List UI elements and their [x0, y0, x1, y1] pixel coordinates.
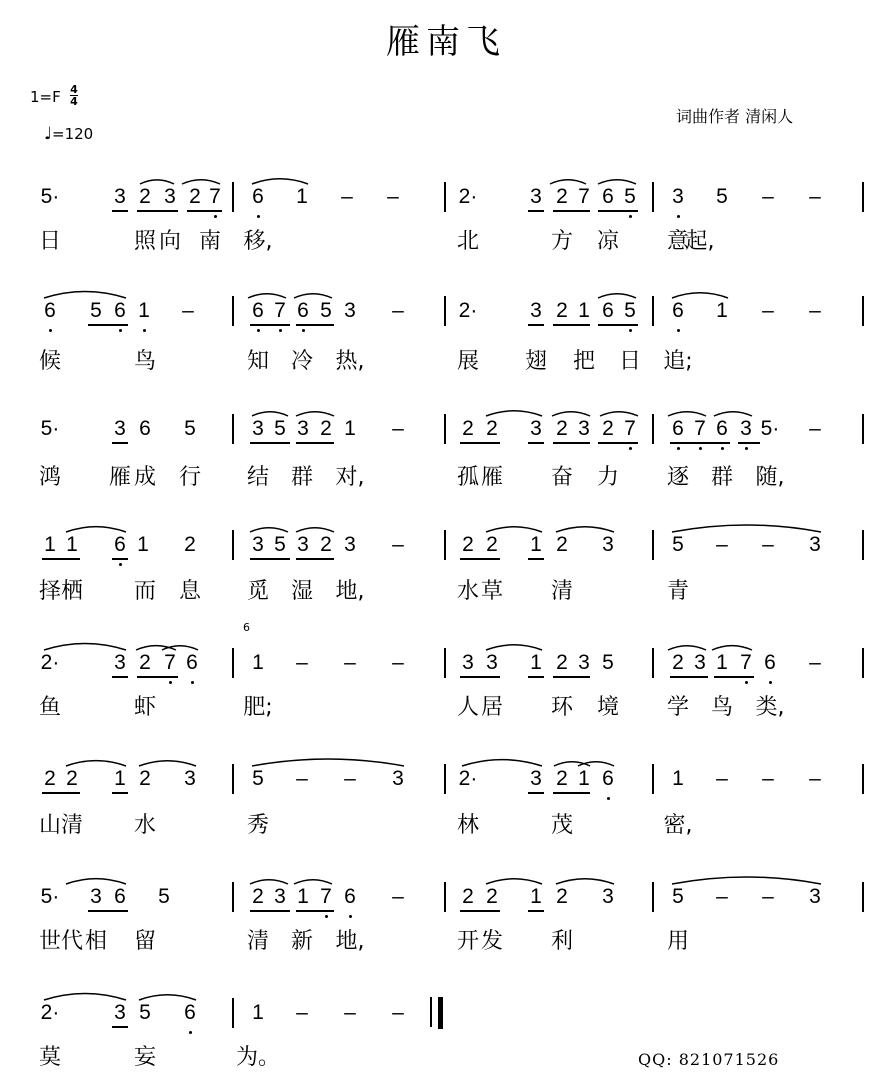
tie-arc: [486, 411, 542, 416]
lyric: 起,: [685, 229, 715, 254]
note: 1: [344, 417, 356, 440]
lyric: 莫: [38, 1045, 62, 1070]
note: 5: [624, 299, 636, 322]
note: 2: [139, 651, 151, 674]
note: 1: [672, 767, 684, 790]
tie-arc: [66, 527, 126, 532]
note: 1: [297, 885, 309, 908]
lyric: 虾: [133, 695, 157, 720]
tie-arc: [140, 180, 174, 184]
lyric: 翅: [524, 349, 548, 374]
note: 5·: [40, 885, 60, 908]
note: 3: [392, 767, 404, 790]
note: 1: [114, 767, 126, 790]
note: 1: [716, 299, 728, 322]
note: 5: [320, 299, 332, 322]
note: 6: [114, 533, 126, 556]
lyric: 地,: [335, 579, 365, 604]
lyric: 茂: [550, 813, 574, 838]
lyric: 山: [38, 813, 62, 838]
note: 2: [462, 417, 474, 440]
note: 1: [530, 885, 542, 908]
tie-arc: [668, 412, 706, 416]
note: 3: [114, 1001, 126, 1024]
tie-arc: [600, 412, 638, 416]
lyric: 栖: [60, 579, 84, 604]
note: 3: [114, 185, 126, 208]
note: 1: [296, 185, 308, 208]
note: 2: [486, 533, 498, 556]
note: 2: [486, 417, 498, 440]
note: 5: [274, 533, 286, 556]
note: 3: [578, 651, 590, 674]
note: 6: [764, 651, 776, 674]
tie-arc: [598, 294, 636, 298]
note: 5: [672, 533, 684, 556]
lyric: 而: [133, 579, 157, 604]
dash: –: [716, 533, 728, 556]
tie-arc: [296, 528, 334, 532]
tie-arc: [250, 528, 288, 532]
dash: –: [392, 299, 404, 322]
tie-arc: [712, 646, 752, 650]
lyric: 对,: [335, 465, 365, 490]
lyric: 南: [198, 229, 222, 254]
note: 5: [716, 185, 728, 208]
lyric: 相: [84, 929, 108, 954]
note: 6: [672, 417, 684, 440]
dash: –: [344, 651, 356, 674]
lyric: 雁: [480, 465, 504, 490]
note: 6: [184, 1001, 196, 1024]
lyric: 地,: [335, 929, 365, 954]
tie-arc: [252, 179, 308, 184]
note: 3: [252, 533, 264, 556]
note: 5: [602, 651, 614, 674]
dash: –: [762, 533, 774, 556]
dash: –: [392, 885, 404, 908]
note: 2: [252, 885, 264, 908]
note: 6: [186, 651, 198, 674]
lyric: 热,: [335, 349, 365, 374]
note: 1: [716, 651, 728, 674]
dash: –: [296, 1001, 308, 1024]
note: 5: [158, 885, 170, 908]
lyric: 追;: [663, 349, 693, 374]
note: 1: [44, 533, 56, 556]
tie-arc: [139, 761, 196, 766]
lyric: 水: [456, 579, 480, 604]
lyric: 雁: [108, 465, 132, 490]
note: 2·: [458, 767, 478, 790]
time-signature-bottom: 4: [70, 95, 78, 108]
tie-arc: [66, 879, 126, 884]
dash: –: [341, 185, 353, 208]
note: 2: [184, 533, 196, 556]
lyric: 世: [38, 929, 62, 954]
note: 2: [602, 417, 614, 440]
note: 3: [114, 417, 126, 440]
lyric: 妄: [133, 1045, 157, 1070]
note: 5: [184, 417, 196, 440]
note: 7: [274, 299, 286, 322]
note: 1: [578, 767, 590, 790]
tie-arc: [296, 412, 334, 416]
tie-arc: [248, 294, 286, 298]
note: 7: [578, 185, 590, 208]
lyric: 密,: [663, 813, 693, 838]
note: 6: [716, 417, 728, 440]
lyric: 冷: [290, 349, 314, 374]
dash: –: [716, 767, 728, 790]
note: 1: [252, 651, 264, 674]
dash: –: [809, 185, 821, 208]
dash: –: [392, 533, 404, 556]
note: 3: [530, 299, 542, 322]
note: 6: [114, 885, 126, 908]
lyric: 照: [133, 229, 157, 254]
lyric: 清: [246, 929, 270, 954]
note: 1: [530, 533, 542, 556]
lyric: 学: [666, 695, 690, 720]
note: 2: [556, 651, 568, 674]
lyric: 人: [456, 695, 480, 720]
note: 3: [274, 885, 286, 908]
note: 6: [602, 767, 614, 790]
dash: –: [344, 1001, 356, 1024]
note: 1: [252, 1001, 264, 1024]
dash: –: [296, 767, 308, 790]
note: 5: [90, 299, 102, 322]
time-signature-top: 4: [70, 83, 78, 96]
key-signature: 1=F: [30, 88, 61, 106]
tie-arc: [598, 180, 636, 184]
lyric: 移,: [243, 229, 273, 254]
note: 3: [530, 185, 542, 208]
note: 3: [578, 417, 590, 440]
note: 3: [90, 885, 102, 908]
lyric: 鱼: [38, 695, 62, 720]
note: 3: [252, 417, 264, 440]
lyric: 鸟: [133, 349, 157, 374]
note: 3: [297, 417, 309, 440]
tie-arc: [44, 292, 126, 299]
lyric: 代: [60, 929, 84, 954]
dash: –: [762, 885, 774, 908]
quarter-note-icon: ♩: [44, 124, 53, 144]
dash: –: [344, 767, 356, 790]
note: 6: [344, 885, 356, 908]
note: 2: [556, 417, 568, 440]
tie-arc: [556, 527, 614, 532]
note: 3: [462, 651, 474, 674]
lyric: 为。: [235, 1045, 281, 1070]
dash: –: [392, 417, 404, 440]
tie-arc: [252, 759, 404, 766]
note: 2: [44, 767, 56, 790]
note: 5: [672, 885, 684, 908]
dash: –: [387, 185, 399, 208]
note: 2·: [458, 185, 478, 208]
lyric: 北: [456, 229, 480, 254]
tie-arc: [66, 761, 126, 766]
note: 2: [672, 651, 684, 674]
dash: –: [296, 651, 308, 674]
note: 6: [602, 299, 614, 322]
tie-arc: [672, 877, 821, 884]
note: 6: [114, 299, 126, 322]
note: 1: [66, 533, 78, 556]
lyric: 行: [178, 465, 202, 490]
note: 6: [44, 299, 56, 322]
lyric: 候: [38, 349, 62, 374]
note: 3: [164, 185, 176, 208]
note: 1: [137, 533, 149, 556]
tie-arc: [556, 879, 614, 884]
note: 7: [164, 651, 176, 674]
note: 5·: [40, 417, 60, 440]
note: 2: [486, 885, 498, 908]
tie-arc: [578, 762, 614, 766]
tie-arc: [672, 293, 728, 298]
lyric: 境: [596, 695, 620, 720]
note: 5·: [40, 185, 60, 208]
dash: –: [716, 885, 728, 908]
lyric: 环: [550, 695, 574, 720]
note: 5: [139, 1001, 151, 1024]
tie-arc: [294, 294, 332, 298]
tempo-value: =120: [52, 125, 94, 143]
dash: –: [182, 299, 194, 322]
note: 2: [556, 885, 568, 908]
tie-arc: [668, 646, 706, 650]
lyric: 开: [456, 929, 480, 954]
lyric: 湿: [290, 579, 314, 604]
tie-arc: [672, 525, 821, 532]
lyric: 群: [710, 465, 734, 490]
dash: –: [392, 651, 404, 674]
note: 3: [486, 651, 498, 674]
note: 7: [320, 885, 332, 908]
note: 3: [530, 417, 542, 440]
note: 2: [139, 185, 151, 208]
lyric: 展: [456, 349, 480, 374]
note: 3: [530, 767, 542, 790]
note: 6: [297, 299, 309, 322]
note: 3: [809, 533, 821, 556]
note: 6: [252, 185, 264, 208]
note: 1: [578, 299, 590, 322]
lyric: 秀: [246, 813, 270, 838]
note: 3: [114, 651, 126, 674]
lyric: 力: [596, 465, 620, 490]
lyric: 日: [618, 349, 642, 374]
lyric: 知: [246, 349, 270, 374]
lyric: 群: [290, 465, 314, 490]
lyric: 留: [133, 929, 157, 954]
note: 2·: [458, 299, 478, 322]
lyric: 肥;: [243, 695, 273, 720]
lyric: 发: [480, 929, 504, 954]
note: 3: [297, 533, 309, 556]
note: 5: [624, 185, 636, 208]
note: 2: [462, 533, 474, 556]
dash: –: [809, 767, 821, 790]
lyric: 逐: [666, 465, 690, 490]
note: 2·: [40, 651, 60, 674]
lyric: 孤: [456, 465, 480, 490]
page-title: 雁南飞: [386, 22, 506, 62]
note: 7: [694, 417, 706, 440]
lyric: 日: [38, 229, 62, 254]
lyric: 草: [480, 579, 504, 604]
note: 2: [139, 767, 151, 790]
lyric: 水: [133, 813, 157, 838]
lyric: 择: [38, 579, 62, 604]
note: 6: [672, 299, 684, 322]
note: 1: [530, 651, 542, 674]
dash: –: [809, 651, 821, 674]
tie-arc: [486, 645, 542, 650]
lyric: 居: [480, 695, 504, 720]
dash: –: [762, 185, 774, 208]
dash: –: [762, 299, 774, 322]
note: 2: [556, 533, 568, 556]
note: 7: [209, 185, 221, 208]
note: 7: [624, 417, 636, 440]
note: 3: [344, 299, 356, 322]
lyric: 鸿: [38, 465, 62, 490]
grace-note: 6: [243, 621, 250, 634]
note: 2: [189, 185, 201, 208]
note: 2: [320, 533, 332, 556]
note: 3: [672, 185, 684, 208]
lyric: 意: [666, 229, 690, 254]
note: 3: [809, 885, 821, 908]
lyric: 清: [550, 579, 574, 604]
dash: –: [809, 299, 821, 322]
lyric: 向: [158, 229, 182, 254]
tie-arc: [294, 880, 332, 884]
lyric: 清: [60, 813, 84, 838]
tie-arc: [44, 644, 126, 651]
lyric: 把: [572, 349, 596, 374]
note: 2: [556, 185, 568, 208]
tie-arc: [714, 412, 752, 416]
note: 3: [602, 533, 614, 556]
tie-arc: [462, 760, 542, 766]
note: 3: [184, 767, 196, 790]
tie-arc: [250, 880, 288, 884]
lyric: 息: [178, 579, 202, 604]
lyric: 林: [456, 813, 480, 838]
tie-arc: [486, 879, 542, 884]
note: 5·: [760, 417, 780, 440]
note: 5: [252, 767, 264, 790]
note: 2: [462, 885, 474, 908]
lyric: 鸟: [710, 695, 734, 720]
lyric: 随,: [755, 465, 785, 490]
lyric: 用: [666, 929, 690, 954]
note: 3: [740, 417, 752, 440]
lyric: 新: [290, 929, 314, 954]
tie-arc: [182, 180, 220, 184]
tie-arc: [550, 180, 586, 184]
tie-arc: [252, 412, 288, 416]
note: 5: [274, 417, 286, 440]
tie-arc: [552, 412, 590, 416]
lyric: 结: [246, 465, 270, 490]
lyric: 方: [550, 229, 574, 254]
note: 6: [602, 185, 614, 208]
note: 3: [602, 885, 614, 908]
lyric: 奋: [550, 465, 574, 490]
lyric: 凉: [596, 229, 620, 254]
note: 7: [740, 651, 752, 674]
lyric: 青: [666, 579, 690, 604]
dash: –: [809, 417, 821, 440]
note: 6: [139, 417, 151, 440]
tie-arc: [139, 995, 196, 1000]
note: 2·: [40, 1001, 60, 1024]
note: 2: [556, 299, 568, 322]
dash: –: [392, 1001, 404, 1024]
note: 6: [252, 299, 264, 322]
tie-arc: [486, 527, 542, 532]
dash: –: [762, 767, 774, 790]
note: 2: [556, 767, 568, 790]
note: 1: [138, 299, 150, 322]
note: 2: [66, 767, 78, 790]
note: 3: [344, 533, 356, 556]
contact-info: QQ: 821071526: [638, 1050, 780, 1069]
author-credit: 词曲作者 清闲人: [676, 107, 794, 126]
lyric: 利: [550, 929, 574, 954]
note: 2: [320, 417, 332, 440]
lyric: 成: [133, 465, 157, 490]
tie-arc: [44, 994, 126, 1001]
lyric: 类,: [755, 695, 785, 720]
lyric: 觅: [246, 579, 270, 604]
note: 3: [694, 651, 706, 674]
